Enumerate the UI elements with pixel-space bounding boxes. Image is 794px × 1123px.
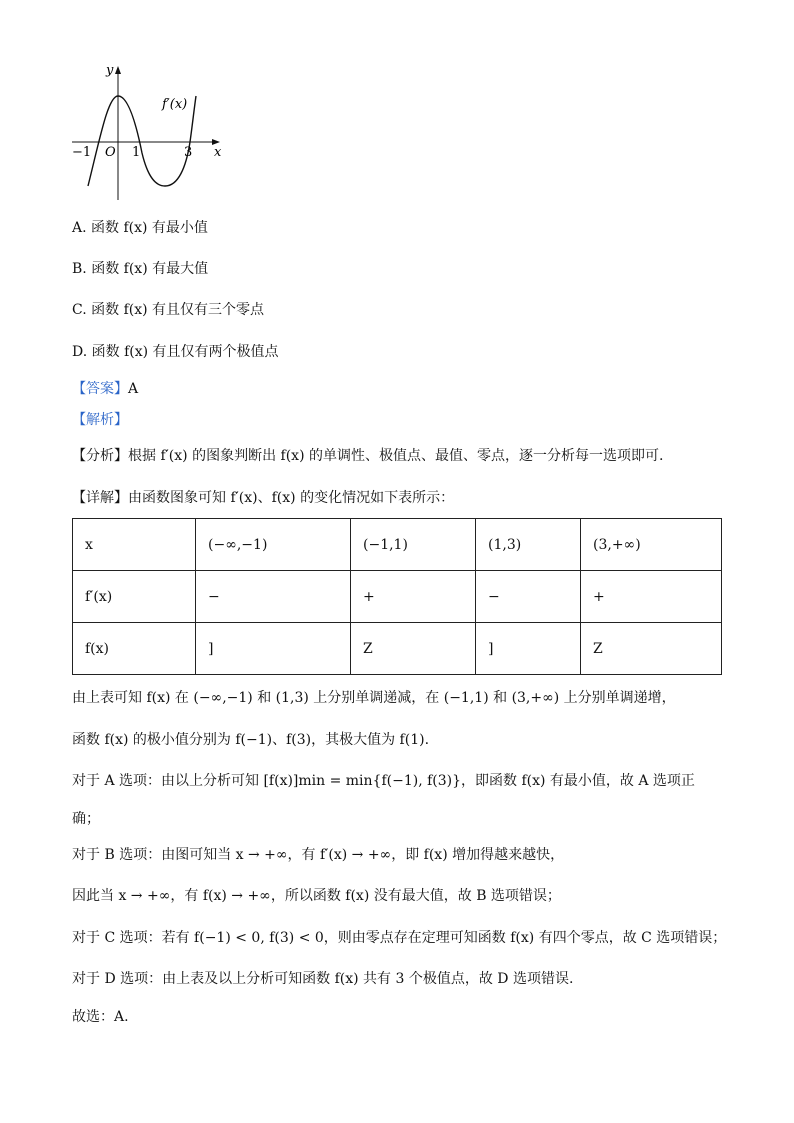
- option-d-letter: D.: [72, 344, 88, 360]
- fenxi-tag: 【分析】: [72, 448, 128, 464]
- y-axis-label: y: [106, 63, 114, 78]
- table-cell: (−1,1): [351, 519, 476, 571]
- x-axis-label: x: [214, 145, 222, 160]
- option-a-text: 函数 f(x) 有最小值: [91, 220, 208, 236]
- analysis-tag: 【解析】: [72, 412, 128, 428]
- body-line: 函数 f(x) 的极小值分别为 f(−1)、f(3)，其极大值为 f(1).: [72, 732, 430, 748]
- table-cell: Z: [351, 623, 476, 675]
- tick-label-3: 3: [184, 145, 193, 160]
- table-cell: ]: [196, 623, 351, 675]
- xiangjie-tag: 【详解】: [72, 490, 128, 506]
- body-line: 对于 B 选项：由图可知当 x → +∞，有 f′(x) → +∞，即 f(x) 增加得越来越快，: [72, 847, 565, 863]
- fenxi-line: [72, 446, 663, 466]
- option-a-letter: A.: [72, 220, 87, 236]
- curve-label: f′(x): [162, 97, 188, 112]
- variation-table: [72, 518, 722, 675]
- body-line: 对于 D 选项：由上表及以上分析可知函数 f(x) 共有 3 个极值点，故 D 选项错误.: [72, 971, 574, 987]
- body-line: 由上表可知 f(x) 在 (−∞,−1) 和 (1,3) 上分别单调递减，在 (−1,1) 和 (3,+∞) 上分别单调递增，: [72, 690, 676, 706]
- body-line: 因此当 x → +∞，有 f(x) → +∞，所以函数 f(x) 没有最大值，故 B 选项错误；: [72, 888, 561, 904]
- table-cell: ]: [476, 623, 581, 675]
- option-b[interactable]: [72, 259, 208, 279]
- body-line: 对于 A 选项：由以上分析可知 [f(x)]min = min{f(−1), f(3)}，即函数 f(x) 有最小值，故 A 选项正: [72, 773, 695, 789]
- body-line: 故选：A.: [72, 1009, 129, 1025]
- answer-line: [72, 379, 138, 399]
- tick-label-1: 1: [132, 145, 141, 160]
- table-cell: x: [73, 519, 196, 571]
- table-row: [73, 519, 722, 571]
- table-cell: −: [196, 571, 351, 623]
- option-b-text: 函数 f(x) 有最大值: [91, 261, 209, 277]
- option-d[interactable]: [72, 342, 279, 362]
- y-axis-arrow: [115, 66, 121, 74]
- table-cell: (3,+∞): [581, 519, 722, 571]
- table-cell: −: [476, 571, 581, 623]
- table-cell: +: [351, 571, 476, 623]
- table-cell: f′(x): [73, 571, 196, 623]
- fenxi-text: 根据 f′(x) 的图象判断出 f(x) 的单调性、极值点、最值、零点，逐一分析每一选项即可.: [128, 448, 664, 464]
- origin-label: O: [105, 145, 116, 160]
- table-cell: (1,3): [476, 519, 581, 571]
- table-cell: (−∞,−1): [196, 519, 351, 571]
- option-b-letter: B.: [72, 261, 87, 277]
- body-line: 确；: [72, 811, 100, 827]
- derivative-graph: [60, 58, 230, 208]
- table-cell: f(x): [73, 623, 196, 675]
- xiangjie-text: 由函数图象可知 f′(x)、f(x) 的变化情况如下表所示：: [128, 490, 455, 506]
- table-cell: +: [581, 571, 722, 623]
- option-c-text: 函数 f(x) 有且仅有三个零点: [91, 302, 265, 318]
- table-row: [73, 571, 722, 623]
- answer-value: A: [128, 381, 139, 397]
- body-line: 对于 C 选项：若有 f(−1) < 0, f(3) < 0，则由零点存在定理可知函数 f(x) 有四个零点，故 C 选项错误；: [72, 930, 727, 946]
- xiangjie-line: [72, 488, 454, 508]
- table-cell: Z: [581, 623, 722, 675]
- table-row: [73, 623, 722, 675]
- analysis-heading: [72, 410, 128, 430]
- answer-tag: 【答案】: [72, 381, 128, 397]
- tick-label-neg1: −1: [72, 145, 92, 160]
- option-c[interactable]: [72, 300, 264, 320]
- option-d-text: 函数 f(x) 有且仅有两个极值点: [91, 344, 279, 360]
- option-a[interactable]: [72, 218, 208, 238]
- option-c-letter: C.: [72, 302, 87, 318]
